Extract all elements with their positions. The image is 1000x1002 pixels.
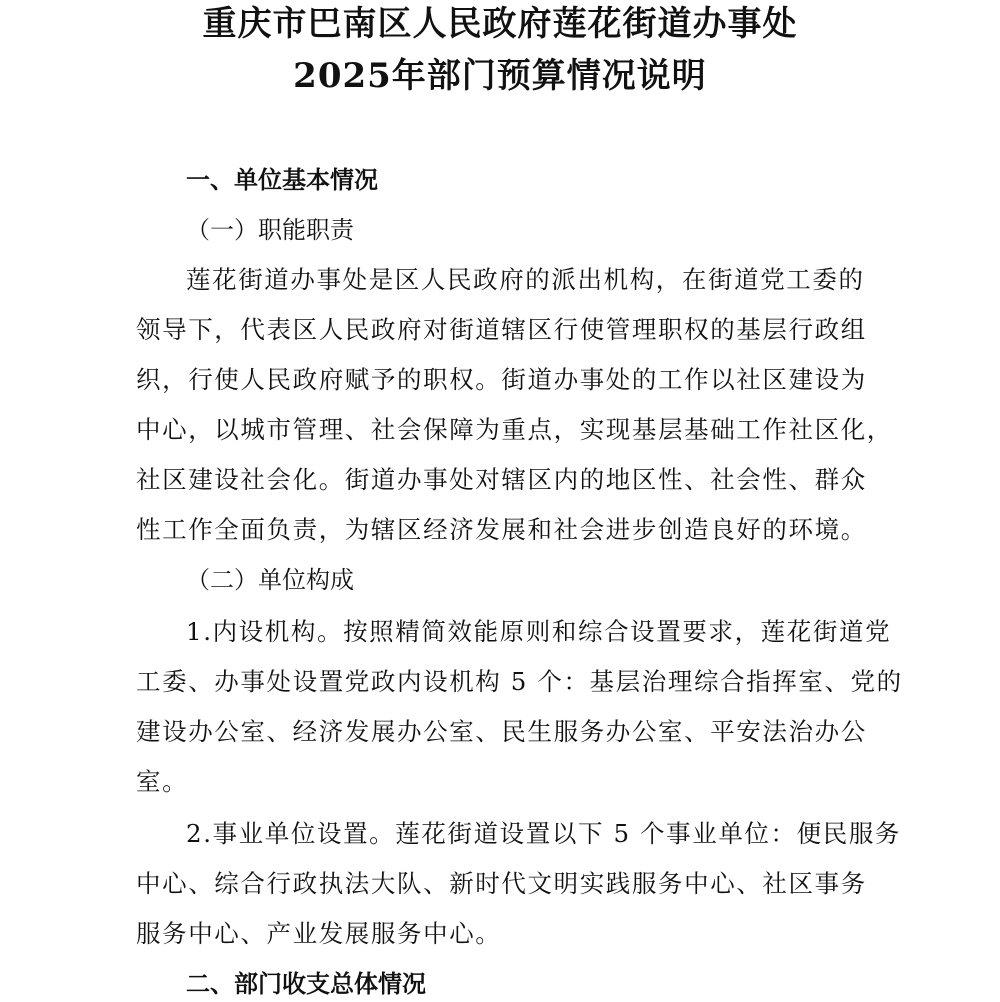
section-heading-revenue-expenditure: 二、部门收支总体情况	[186, 970, 426, 998]
subsection-heading-composition: （二）单位构成	[186, 566, 354, 594]
subsection-heading-functions: （一）职能职责	[186, 216, 354, 244]
paragraph-line: 织，行使人民政府赋予的职权。街道办事处的工作以社区建设为	[136, 365, 867, 394]
section-heading-basic-info: 一、单位基本情况	[186, 166, 378, 194]
paragraph-line: 2.事业单位设置。莲花街道设置以下 5 个事业单位：便民服务	[186, 819, 902, 848]
paragraph-line: 社区建设社会化。街道办事处对辖区内的地区性、社会性、群众	[136, 465, 867, 494]
document-title-line-2: 2025年部门预算情况说明	[293, 56, 707, 96]
paragraph-line: 中心、综合行政执法大队、新时代文明实践服务中心、社区事务	[136, 869, 867, 898]
paragraph-line: 室。	[136, 767, 189, 796]
paragraph-line: 性工作全面负责，为辖区经济发展和社会进步创造良好的环境。	[136, 515, 867, 544]
paragraph-line: 工委、办事处设置党政内设机构 5 个：基层治理综合指挥室、党的	[136, 667, 903, 696]
paragraph-line: 莲花街道办事处是区人民政府的派出机构，在街道党工委的	[186, 265, 865, 294]
paragraph-line: 中心，以城市管理、社会保障为重点，实现基层基础工作社区化，	[136, 415, 893, 444]
paragraph-line: 服务中心、产业发展服务中心。	[136, 919, 502, 948]
paragraph-line: 建设办公室、经济发展办公室、民生服务办公室、平安法治办公	[136, 717, 867, 746]
paragraph-line: 领导下，代表区人民政府对街道辖区行使管理职权的基层行政组	[136, 315, 867, 344]
paragraph-line: 1.内设机构。按照精简效能原则和综合设置要求，莲花街道党	[186, 617, 892, 646]
document-title-line-1: 重庆市巴南区人民政府莲花街道办事处	[202, 4, 798, 44]
